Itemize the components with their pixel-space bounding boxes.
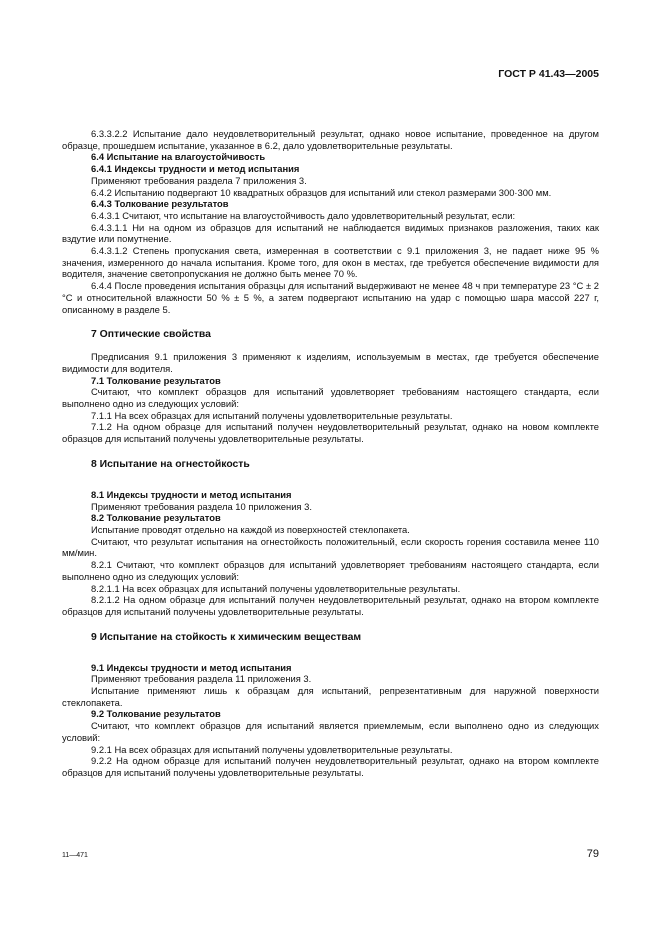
page-number: 79 <box>586 848 599 860</box>
paragraph: Испытание проводят отдельно на каждой из поверхностей стеклопакета. <box>91 523 410 535</box>
paragraph: Испытание применяют лишь к образцам для испытаний, репрезентативным для наружной поверхности стеклопакета. <box>62 685 599 708</box>
paragraph: 9.2.1 На всех образцах для испытаний получены удовлетворительные результаты. <box>91 743 453 755</box>
document-body <box>62 128 599 779</box>
subsection-heading: 6.4.1 Индексы трудности и метод испытания <box>91 163 300 175</box>
paragraph: Считают, что результат испытания на огнестойкость положительный, если скорость горения составила менее 110 мм/мин. <box>62 535 599 559</box>
paragraph: 8.2.1.2 На одном образце для испытаний получен неудовлетворительный результат, однако на втором комплекте образцов для испытаний получены удовлетворительные результаты. <box>62 594 599 617</box>
section-heading: 8 Испытание на огнестойкость <box>91 458 250 470</box>
paragraph: 6.3.3.2.2 Испытание дало неудовлетворительный результат, однако новое испытание, проведенное на другом образце, прошедшем испытание, указанное в 6.2, дало удовлетворительные результаты. <box>62 128 599 151</box>
paragraph: 6.4.2 Испытанию подвергают 10 квадратных образцов для испытаний или стекол размерами 300·300 мм. <box>91 186 552 198</box>
document-id: ГОСТ Р 41.43—2005 <box>498 68 599 80</box>
section-heading: 7 Оптические свойства <box>91 329 211 341</box>
paragraph: Применяют требования раздела 7 приложения 3. <box>91 174 307 186</box>
subsection-heading: 9.2 Толкование результатов <box>91 708 221 720</box>
paragraph: Считают, что комплект образцов для испытаний удовлетворяет требованиям настоящего стандарта, если выполнено одно из следующих условий: <box>62 386 599 410</box>
paragraph: Предписания 9.1 приложения 3 применяют к изделиям, используемым в местах, где требуется обеспечение видимости для водителя. <box>62 351 599 374</box>
paragraph: 8.2.1 Считают, что комплект образцов для испытаний удовлетворяет требованиям настоящего стандарта, если выполнено одно из следующих условий: <box>62 559 599 582</box>
paragraph: 9.2.2 На одном образце для испытаний получен неудовлетворительный результат, однако на втором комплекте образцов для испытаний получены удовлетворительные результаты. <box>62 755 599 778</box>
section-heading: 9 Испытание на стойкость к химическим веществам <box>91 631 362 643</box>
paragraph: 6.4.3.1.1 Ни на одном из образцов для испытаний не наблюдается видимых признаков разложения, таких как вздутие или помутнение. <box>62 221 599 245</box>
paragraph: Применяют требования раздела 10 приложения 3. <box>91 500 312 512</box>
paragraph: Применяют требования раздела 11 приложения 3. <box>91 673 312 685</box>
subsection-heading: 8.1 Индексы трудности и метод испытания <box>91 488 292 500</box>
paragraph: 6.4.3.1 Считают, что испытание на влагоустойчивость дало удовлетворительный результат, если: <box>91 209 516 221</box>
paragraph: 7.1.2 На одном образце для испытаний получен неудовлетворительный результат, однако на новом комплекте образцов для испытаний получены удовлетворительные результаты. <box>62 421 599 445</box>
subsection-heading: 7.1 Толкование результатов <box>91 374 221 386</box>
paragraph: Считают, что комплект образцов для испытаний является приемлемым, если выполнено одно из следующих условий: <box>62 720 599 743</box>
paragraph: 7.1.1 На всех образцах для испытаний получены удовлетворительные результаты. <box>91 409 453 421</box>
subsection-heading: 9.1 Индексы трудности и метод испытания <box>91 661 292 673</box>
paragraph: 8.2.1.1 На всех образцах для испытаний получены удовлетворительные результаты. <box>91 582 461 594</box>
paragraph: 6.4.4 После проведения испытания образцы для испытаний выдерживают не менее 48 ч при температуре 23 °С ± 2 °С и относительной влажности 50 % ± 5 %, а затем подвергают испытанию на удар с помощью шара массой 227 г, описанному в разделе 5. <box>62 280 599 315</box>
sheet-code: 11—471 <box>62 852 88 859</box>
subsection-heading: 6.4 Испытание на влагоустойчивость <box>91 151 266 163</box>
paragraph: 6.4.3.1.2 Степень пропускания света, измеренная в соответствии с 9.1 приложения 3, не падает ниже 95 % значения, измеренного до начала испытания. Кроме того, для окон в местах, где требуется обеспечение видимости для водителя, значение светопропускания не должно быть менее 70 %. <box>62 245 599 280</box>
subsection-heading: 8.2 Толкование результатов <box>91 512 221 524</box>
subsection-heading: 6.4.3 Толкование результатов <box>91 198 229 210</box>
